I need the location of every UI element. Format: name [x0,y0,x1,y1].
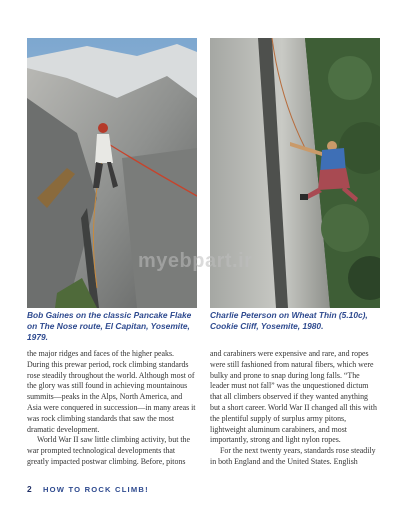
paragraph: and carabiners were expensive and rare, and ropes were still fashioned from natural fibers, which were bulky and prone to snap during long falls. “The leader must not fall” was the unquestioned dictum that all climbers observed if they wanted anything but a short career. World War II changed all this with the plentiful supply of surplus army pitons, lightweight aluminum carabiners, and most importantly, strong and light nylon ropes. [210,349,377,445]
paragraph: World War II saw little climbing activity, but the war prompted technological developments that greatly impacted postwar climbing. Before, pitons [27,435,190,466]
caption-right: Charlie Peterson on Wheat Thin (5.10c), Cookie Cliff, Yosemite, 1980. [210,310,368,331]
watermark: myebpart.ir [138,250,253,272]
running-title: HOW TO ROCK CLIMB! [42,485,149,494]
paragraph: For the next twenty years, standards rose steadily in both England and the United States. English [210,446,376,466]
page-footer [27,484,149,494]
paragraph: the major ridges and faces of the higher peaks. During this prewar period, rock climbing standards rose steadily throughout the world. Although most of the glory was still found in achieving mountainous summits—peaks in the Alps, North America, and Asia were conquered in succession—in many areas it was rock climbing standards that saw the most dramatic development. [27,349,196,434]
page-number: 2 [27,484,32,494]
caption-left: Bob Gaines on the classic Pancake Flake on The Nose route, El Capitan, Yosemite, 1979. [27,310,192,342]
body-column-left [27,349,197,468]
body-column-right [210,349,380,468]
